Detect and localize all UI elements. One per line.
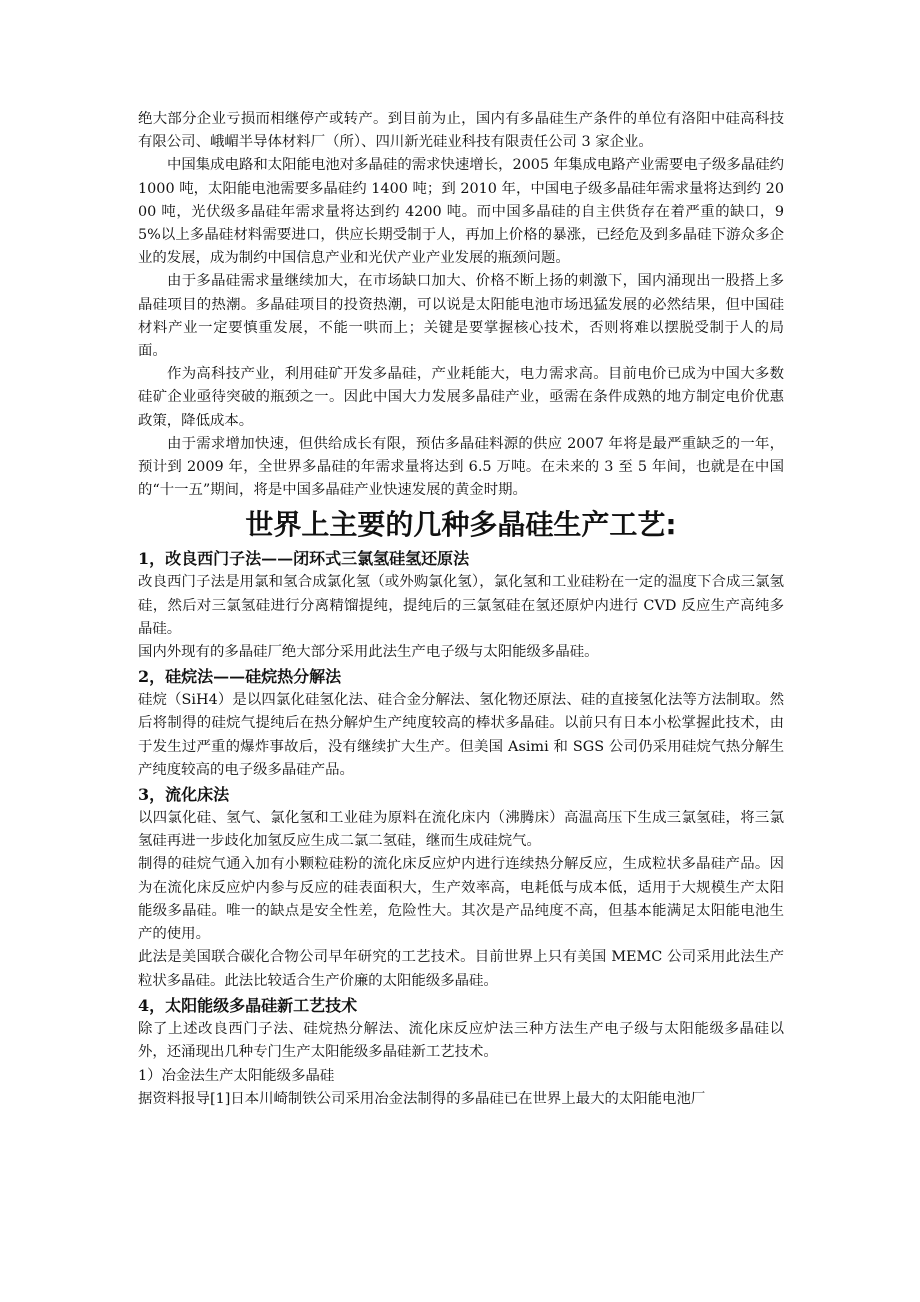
intro-paragraph-demand: 中国集成电路和太阳能电池对多晶硅的需求快速增长，2005 年集成电路产业需要电子级多晶硅约 1000 吨，太阳能电池需要多晶硅约 1400 吨；到 2010 年，中国电子级多晶硅年需求量将达到约 2000 吨，光伏级多晶硅年需求量将达到约 4200 吨。而中国多晶硅的自主供货存在着严重的缺口，95%以上多晶硅材料需要进口，供应长期受制于人，再加上价格的暴涨，已经危及到多晶硅下游众多企业的发展，成为制约中国信息产业和光伏产业产业发展的瓶颈问题。 xyxy=(138,157,784,267)
heading-new-process: 4，太阳能级多晶硅新工艺技术 xyxy=(138,995,358,1015)
fluidized-paragraph-2: 制得的硅烷气通入加有小颗粒硅粉的流化床反应炉内进行连续热分解反应，生成粒状多晶硅产品。因为在流化床反应炉内参与反应的硅表面积大，生产效率高，电耗低与成本低，适用于大规模生产太阳能级多晶硅。唯一的缺点是安全性差，危险性大。其次是产品纯度不高，但基本能满足太阳能电池生产的使用。 xyxy=(138,856,784,943)
intro-paragraph-electricity: 作为高科技产业，利用硅矿开发多晶硅，产业耗能大，电力需求高。目前电价已成为中国大多数硅矿企业亟待突破的瓶颈之一。因此中国大力发展多晶硅产业，亟需在条件成熟的地方制定电价优惠政策，降低成本。 xyxy=(138,366,784,429)
silane-paragraph-1: 硅烷（SiH4）是以四氯化硅氢化法、硅合金分解法、氢化物还原法、硅的直接氢化法等方法制取。然后将制得的硅烷气提纯后在热分解炉生产纯度较高的棒状多晶硅。以前只有日本小松掌握此技术，由于发生过严重的爆炸事故后，没有继续扩大生产。但美国 Asimi 和 SGS 公司仍采用硅烷气热分解生产纯度较高的电子级多晶硅产品。 xyxy=(138,692,784,778)
section-title: 世界上主要的几种多晶硅生产工艺: xyxy=(245,508,677,542)
intro-paragraph-investment: 由于多晶硅需求量继续加大，在市场缺口加大、价格不断上扬的刺激下，国内涌现出一股搭上多晶硅项目的热潮。多晶硅项目的投资热潮，可以说是太阳能电池市场迅猛发展的必然结果，但中国硅材料产业一定要慎重发展，不能一哄而上；关键是要掌握核心技术，否则将难以摆脱受制于人的局面。 xyxy=(138,273,784,360)
heading-silane: 2，硅烷法——硅烷热分解法 xyxy=(138,667,342,687)
metallurgical-paragraph-1: 据资料报导[1]日本川崎制铁公司采用冶金法制得的多晶硅已在世界上最大的太阳能电池厂 xyxy=(138,1091,706,1108)
heading-fluidized-bed: 3，流化床法 xyxy=(138,785,230,805)
siemens-paragraph-2: 国内外现有的多晶硅厂绝大部分采用此法生产电子级与太阳能级多晶硅。 xyxy=(138,644,599,661)
fluidized-paragraph-3: 此法是美国联合碳化合物公司早年研究的工艺技术。目前世界上只有美国 MEMC 公司采用此法生产粒状多晶硅。此法比较适合生产价廉的太阳能级多晶硅。 xyxy=(138,949,784,989)
siemens-paragraph-1: 改良西门子法是用氯和氢合成氯化氢（或外购氯化氢），氯化氢和工业硅粉在一定的温度下合成三氯氢硅，然后对三氯氢硅进行分离精馏提纯，提纯后的三氯氢硅在氢还原炉内进行 CVD 反应生产高纯多晶硅。 xyxy=(138,574,784,637)
intro-paragraph-forecast: 由于需求增加快速，但供给成长有限，预估多晶硅料源的供应 2007 年将是最严重缺乏的一年，预计到 2009 年，全世界多晶硅的年需求量将达到 6.5 万吨。在未来的 3 至 5 年间，也就是在中国的“十一五”期间，将是中国多晶硅产业快速发展的黄金时期。 xyxy=(138,435,784,499)
document-page xyxy=(138,108,784,1111)
intro-paragraph-continued: 绝大部分企业亏损而相继停产或转产。到目前为止，国内有多晶硅生产条件的单位有洛阳中硅高科技有限公司、峨嵋半导体材料厂（所）、四川新光硅业科技有限责任公司 3 家企业。 xyxy=(138,111,784,151)
subheading-metallurgical: 1）冶金法生产太阳能级多晶硅 xyxy=(138,1068,335,1085)
new-process-paragraph-1: 除了上述改良西门子法、硅烷热分解法、流化床反应炉法三种方法生产电子级与太阳能级多晶硅以外，还涌现出几种专门生产太阳能级多晶硅新工艺技术。 xyxy=(138,1020,784,1060)
heading-siemens: 1，改良西门子法——闭环式三氯氢硅氢还原法 xyxy=(138,549,470,569)
fluidized-paragraph-1: 以四氯化硅、氢气、氯化氢和工业硅为原料在流化床内（沸腾床）高温高压下生成三氯氢硅，将三氯氢硅再进一步歧化加氢反应生成二氯二氢硅，继而生成硅烷气。 xyxy=(138,810,784,850)
